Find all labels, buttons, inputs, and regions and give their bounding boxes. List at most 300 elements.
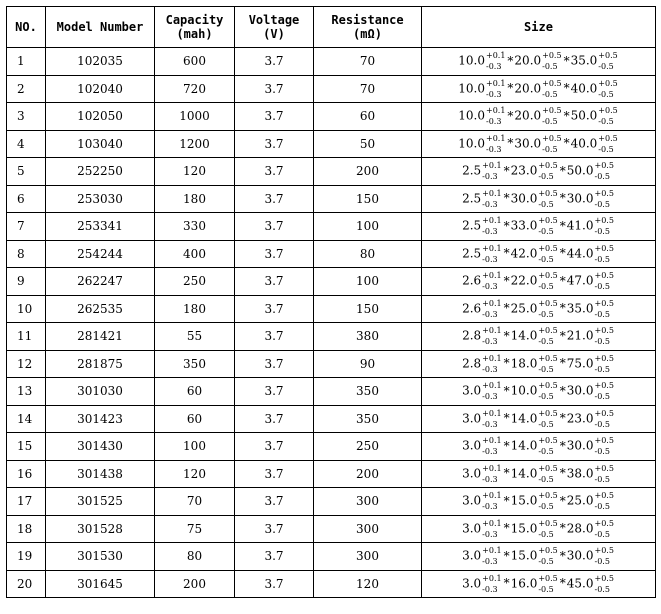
- tolerance-lower: -0.3: [482, 447, 498, 457]
- cell-voltage: 3.7: [235, 295, 314, 323]
- tolerance-lower: -0.5: [594, 419, 610, 429]
- tolerance-upper: +0.5: [598, 51, 618, 61]
- tolerance-upper: +0.1: [482, 216, 502, 226]
- cell-voltage: 3.7: [235, 405, 314, 433]
- cell-resistance: 300: [314, 515, 422, 543]
- size-tolerance: [485, 106, 506, 127]
- tolerance-lower: -0.5: [598, 62, 614, 72]
- size-separator: *: [503, 191, 510, 206]
- size-dimensions: [462, 353, 615, 374]
- table-row: [7, 433, 656, 461]
- cell-no: 11: [7, 323, 46, 351]
- size-separator: *: [503, 466, 510, 481]
- size-separator: *: [503, 576, 510, 591]
- tolerance-upper: +0.5: [598, 78, 618, 88]
- size-value: 21.0: [566, 328, 594, 343]
- tolerance-lower: -0.5: [538, 199, 554, 209]
- size-dimensions: [462, 436, 615, 457]
- cell-model-number: 253341: [46, 213, 155, 241]
- size-value: 14.0: [510, 466, 538, 481]
- tolerance-upper: +0.5: [542, 78, 562, 88]
- cell-size: [422, 515, 656, 543]
- table-row: [7, 48, 656, 76]
- tolerance-upper: +0.1: [482, 161, 502, 171]
- tolerance-upper: +0.1: [482, 326, 502, 336]
- cell-resistance: 120: [314, 570, 422, 598]
- size-value: 30.0: [514, 136, 542, 151]
- tolerance-upper: +0.1: [482, 546, 502, 556]
- header-capacity-unit: (mah): [176, 27, 213, 41]
- size-tolerance: [538, 243, 558, 264]
- size-tolerance: [482, 326, 502, 347]
- cell-no: 8: [7, 240, 46, 268]
- size-tolerance: [538, 436, 558, 457]
- tolerance-lower: -0.5: [594, 172, 610, 182]
- cell-capacity: 1200: [155, 130, 235, 158]
- size-tolerance: [538, 546, 558, 567]
- size-dimensions: [462, 326, 615, 347]
- size-separator: *: [559, 411, 566, 426]
- cell-no: 9: [7, 268, 46, 296]
- cell-capacity: 60: [155, 405, 235, 433]
- tolerance-upper: +0.5: [538, 518, 558, 528]
- size-value: 50.0: [566, 163, 594, 178]
- tolerance-upper: +0.5: [542, 51, 562, 61]
- cell-resistance: 300: [314, 543, 422, 571]
- tolerance-lower: -0.5: [594, 392, 610, 402]
- size-tolerance: [538, 353, 558, 374]
- cell-voltage: 3.7: [235, 130, 314, 158]
- size-dimensions: [458, 133, 618, 154]
- size-tolerance: [594, 271, 614, 292]
- cell-resistance: 80: [314, 240, 422, 268]
- size-dimensions: [462, 573, 615, 594]
- cell-resistance: 50: [314, 130, 422, 158]
- size-tolerance: [594, 243, 614, 264]
- size-tolerance: [594, 463, 614, 484]
- header-model-number: Model Number: [46, 7, 155, 48]
- cell-model-number: 301645: [46, 570, 155, 598]
- tolerance-lower: -0.5: [538, 282, 554, 292]
- cell-size: [422, 378, 656, 406]
- cell-model-number: 103040: [46, 130, 155, 158]
- tolerance-lower: -0.5: [538, 447, 554, 457]
- tolerance-lower: -0.5: [594, 584, 610, 594]
- size-tolerance: [482, 161, 502, 182]
- tolerance-lower: -0.5: [538, 337, 554, 347]
- size-tolerance: [594, 436, 614, 457]
- tolerance-lower: -0.3: [482, 419, 498, 429]
- table-row: [7, 213, 656, 241]
- size-tolerance: [482, 573, 502, 594]
- size-value: 35.0: [570, 53, 598, 68]
- header-resistance-label: Resistance: [331, 13, 404, 27]
- size-dimensions: [462, 271, 615, 292]
- tolerance-upper: +0.1: [482, 188, 502, 198]
- cell-voltage: 3.7: [235, 460, 314, 488]
- cell-voltage: 3.7: [235, 240, 314, 268]
- tolerance-lower: -0.5: [594, 502, 610, 512]
- size-value: 18.0: [510, 356, 538, 371]
- tolerance-lower: -0.5: [594, 227, 610, 237]
- size-value: 22.0: [510, 273, 538, 288]
- cell-no: 12: [7, 350, 46, 378]
- cell-no: 18: [7, 515, 46, 543]
- cell-voltage: 3.7: [235, 350, 314, 378]
- cell-size: [422, 185, 656, 213]
- size-separator: *: [563, 81, 570, 96]
- size-tolerance: [598, 106, 618, 127]
- size-value: 30.0: [566, 438, 594, 453]
- cell-capacity: 200: [155, 570, 235, 598]
- size-value: 42.0: [510, 246, 538, 261]
- tolerance-lower: -0.3: [482, 392, 498, 402]
- size-separator: *: [507, 136, 514, 151]
- size-dimensions: [462, 243, 615, 264]
- cell-capacity: 120: [155, 460, 235, 488]
- header-resistance-unit: (mΩ): [353, 27, 382, 41]
- tolerance-lower: -0.3: [482, 474, 498, 484]
- cell-capacity: 75: [155, 515, 235, 543]
- cell-capacity: 55: [155, 323, 235, 351]
- size-value: 30.0: [566, 383, 594, 398]
- cell-model-number: 102040: [46, 75, 155, 103]
- header-resistance: [314, 7, 422, 48]
- tolerance-upper: +0.5: [594, 188, 614, 198]
- size-separator: *: [503, 163, 510, 178]
- size-separator: *: [559, 521, 566, 536]
- tolerance-upper: +0.5: [594, 436, 614, 446]
- tolerance-lower: -0.5: [538, 419, 554, 429]
- tolerance-lower: -0.3: [485, 144, 502, 154]
- cell-voltage: 3.7: [235, 185, 314, 213]
- tolerance-lower: -0.5: [594, 557, 610, 567]
- cell-resistance: 100: [314, 268, 422, 296]
- size-separator: *: [559, 383, 566, 398]
- size-value: 2.8: [462, 356, 482, 371]
- cell-resistance: 150: [314, 295, 422, 323]
- size-tolerance: [542, 78, 562, 99]
- size-tolerance: [538, 326, 558, 347]
- cell-capacity: 250: [155, 268, 235, 296]
- size-value: 14.0: [510, 411, 538, 426]
- cell-size: [422, 405, 656, 433]
- tolerance-lower: -0.5: [538, 309, 554, 319]
- size-tolerance: [482, 353, 502, 374]
- cell-voltage: 3.7: [235, 268, 314, 296]
- cell-no: 15: [7, 433, 46, 461]
- size-separator: *: [507, 81, 514, 96]
- cell-capacity: 100: [155, 433, 235, 461]
- cell-size: [422, 460, 656, 488]
- size-value: 20.0: [514, 81, 542, 96]
- cell-model-number: 301423: [46, 405, 155, 433]
- size-tolerance: [538, 573, 558, 594]
- tolerance-lower: -0.5: [598, 117, 614, 127]
- size-tolerance: [538, 216, 558, 237]
- tolerance-lower: -0.5: [538, 584, 554, 594]
- size-dimensions: [458, 51, 618, 72]
- tolerance-upper: +0.1: [482, 518, 502, 528]
- size-tolerance: [482, 491, 502, 512]
- cell-size: [422, 543, 656, 571]
- size-value: 15.0: [510, 521, 538, 536]
- size-value: 10.0: [458, 108, 485, 123]
- cell-voltage: 3.7: [235, 570, 314, 598]
- size-tolerance: [482, 188, 502, 209]
- cell-capacity: 400: [155, 240, 235, 268]
- tolerance-lower: -0.5: [538, 529, 554, 539]
- tolerance-upper: +0.1: [485, 106, 506, 116]
- table-header: [7, 7, 656, 48]
- size-separator: *: [559, 328, 566, 343]
- size-tolerance: [542, 106, 562, 127]
- tolerance-lower: -0.5: [538, 364, 554, 374]
- cell-resistance: 250: [314, 433, 422, 461]
- size-tolerance: [538, 408, 558, 429]
- header-capacity: [155, 7, 235, 48]
- size-tolerance: [482, 518, 502, 539]
- tolerance-lower: -0.3: [482, 309, 498, 319]
- table-row: [7, 130, 656, 158]
- tolerance-upper: +0.5: [594, 353, 614, 363]
- size-separator: *: [563, 108, 570, 123]
- tolerance-lower: -0.3: [482, 529, 498, 539]
- size-value: 16.0: [510, 576, 538, 591]
- size-tolerance: [538, 491, 558, 512]
- cell-capacity: 330: [155, 213, 235, 241]
- cell-size: [422, 295, 656, 323]
- cell-capacity: 180: [155, 295, 235, 323]
- cell-size: [422, 103, 656, 131]
- cell-voltage: 3.7: [235, 158, 314, 186]
- size-separator: *: [559, 246, 566, 261]
- cell-model-number: 301430: [46, 433, 155, 461]
- size-separator: *: [559, 438, 566, 453]
- tolerance-lower: -0.5: [594, 447, 610, 457]
- size-value: 2.6: [462, 301, 482, 316]
- size-value: 30.0: [566, 191, 594, 206]
- cell-size: [422, 433, 656, 461]
- cell-voltage: 3.7: [235, 433, 314, 461]
- tolerance-lower: -0.5: [594, 199, 610, 209]
- tolerance-upper: +0.5: [542, 133, 562, 143]
- size-tolerance: [538, 381, 558, 402]
- cell-voltage: 3.7: [235, 103, 314, 131]
- size-value: 30.0: [566, 548, 594, 563]
- size-tolerance: [485, 78, 506, 99]
- tolerance-lower: -0.3: [482, 364, 498, 374]
- size-separator: *: [503, 493, 510, 508]
- cell-resistance: 150: [314, 185, 422, 213]
- table-row: [7, 295, 656, 323]
- size-tolerance: [594, 381, 614, 402]
- size-tolerance: [542, 133, 562, 154]
- cell-capacity: 80: [155, 543, 235, 571]
- tolerance-upper: +0.5: [594, 243, 614, 253]
- table-row: [7, 323, 656, 351]
- tolerance-upper: +0.5: [594, 271, 614, 281]
- size-tolerance: [594, 216, 614, 237]
- size-tolerance: [538, 518, 558, 539]
- cell-no: 17: [7, 488, 46, 516]
- tolerance-upper: +0.5: [594, 326, 614, 336]
- size-value: 50.0: [570, 108, 598, 123]
- cell-size: [422, 323, 656, 351]
- tolerance-lower: -0.5: [538, 227, 554, 237]
- cell-voltage: 3.7: [235, 213, 314, 241]
- header-row: [7, 7, 656, 48]
- cell-voltage: 3.7: [235, 323, 314, 351]
- table-row: [7, 268, 656, 296]
- size-dimensions: [462, 408, 615, 429]
- table-row: [7, 488, 656, 516]
- size-tolerance: [482, 271, 502, 292]
- size-separator: *: [503, 246, 510, 261]
- size-value: 15.0: [510, 548, 538, 563]
- tolerance-upper: +0.1: [482, 271, 502, 281]
- size-separator: *: [563, 136, 570, 151]
- size-value: 33.0: [510, 218, 538, 233]
- size-tolerance: [542, 51, 562, 72]
- tolerance-upper: +0.5: [594, 491, 614, 501]
- cell-model-number: 262247: [46, 268, 155, 296]
- tolerance-upper: +0.5: [594, 298, 614, 308]
- size-value: 35.0: [566, 301, 594, 316]
- size-value: 41.0: [566, 218, 594, 233]
- tolerance-upper: +0.5: [594, 381, 614, 391]
- tolerance-upper: +0.5: [538, 161, 558, 171]
- size-value: 2.6: [462, 273, 482, 288]
- size-separator: *: [559, 466, 566, 481]
- size-tolerance: [594, 353, 614, 374]
- size-tolerance: [594, 298, 614, 319]
- cell-no: 20: [7, 570, 46, 598]
- cell-voltage: 3.7: [235, 543, 314, 571]
- tolerance-lower: -0.5: [538, 502, 554, 512]
- size-value: 25.0: [566, 493, 594, 508]
- tolerance-lower: -0.5: [594, 474, 610, 484]
- tolerance-lower: -0.5: [538, 254, 554, 264]
- size-tolerance: [482, 546, 502, 567]
- size-value: 3.0: [462, 576, 482, 591]
- cell-model-number: 102035: [46, 48, 155, 76]
- cell-size: [422, 75, 656, 103]
- cell-capacity: 720: [155, 75, 235, 103]
- tolerance-lower: -0.3: [485, 89, 502, 99]
- size-value: 38.0: [566, 466, 594, 481]
- cell-size: [422, 130, 656, 158]
- cell-capacity: 180: [155, 185, 235, 213]
- tolerance-upper: +0.5: [538, 463, 558, 473]
- cell-resistance: 90: [314, 350, 422, 378]
- size-value: 3.0: [462, 438, 482, 453]
- size-separator: *: [559, 163, 566, 178]
- tolerance-upper: +0.1: [482, 381, 502, 391]
- cell-size: [422, 240, 656, 268]
- cell-no: 3: [7, 103, 46, 131]
- size-value: 10.0: [458, 136, 485, 151]
- cell-size: [422, 350, 656, 378]
- size-value: 20.0: [514, 53, 542, 68]
- cell-size: [422, 488, 656, 516]
- size-value: 30.0: [510, 191, 538, 206]
- size-separator: *: [507, 53, 514, 68]
- tolerance-lower: -0.3: [482, 502, 498, 512]
- tolerance-upper: +0.1: [482, 573, 502, 583]
- tolerance-upper: +0.5: [594, 573, 614, 583]
- table-row: [7, 350, 656, 378]
- tolerance-upper: +0.5: [538, 436, 558, 446]
- tolerance-upper: +0.5: [538, 326, 558, 336]
- cell-voltage: 3.7: [235, 515, 314, 543]
- size-tolerance: [598, 51, 618, 72]
- tolerance-lower: -0.3: [482, 282, 498, 292]
- cell-capacity: 70: [155, 488, 235, 516]
- size-tolerance: [482, 408, 502, 429]
- size-tolerance: [538, 463, 558, 484]
- tolerance-lower: -0.5: [542, 117, 558, 127]
- table-row: [7, 405, 656, 433]
- size-value: 3.0: [462, 466, 482, 481]
- tolerance-lower: -0.5: [542, 62, 558, 72]
- size-value: 23.0: [510, 163, 538, 178]
- size-value: 2.5: [462, 191, 482, 206]
- size-tolerance: [598, 78, 618, 99]
- cell-resistance: 200: [314, 158, 422, 186]
- cell-model-number: 301438: [46, 460, 155, 488]
- size-value: 45.0: [566, 576, 594, 591]
- size-tolerance: [594, 408, 614, 429]
- size-separator: *: [503, 356, 510, 371]
- tolerance-upper: +0.1: [482, 436, 502, 446]
- size-separator: *: [503, 548, 510, 563]
- tolerance-upper: +0.1: [485, 78, 506, 88]
- size-value: 14.0: [510, 328, 538, 343]
- cell-capacity: 600: [155, 48, 235, 76]
- size-value: 3.0: [462, 521, 482, 536]
- cell-resistance: 60: [314, 103, 422, 131]
- size-separator: *: [503, 218, 510, 233]
- size-tolerance: [485, 51, 506, 72]
- tolerance-upper: +0.1: [482, 491, 502, 501]
- tolerance-upper: +0.1: [482, 353, 502, 363]
- size-tolerance: [485, 133, 506, 154]
- tolerance-lower: -0.3: [482, 172, 498, 182]
- tolerance-lower: -0.5: [542, 89, 558, 99]
- tolerance-lower: -0.3: [482, 227, 498, 237]
- size-dimensions: [458, 106, 618, 127]
- size-value: 14.0: [510, 438, 538, 453]
- tolerance-upper: +0.5: [598, 106, 618, 116]
- size-value: 2.5: [462, 246, 482, 261]
- size-separator: *: [559, 191, 566, 206]
- size-tolerance: [594, 161, 614, 182]
- size-tolerance: [482, 298, 502, 319]
- tolerance-upper: +0.5: [538, 491, 558, 501]
- cell-model-number: 102050: [46, 103, 155, 131]
- size-value: 15.0: [510, 493, 538, 508]
- tolerance-lower: -0.5: [594, 309, 610, 319]
- header-size: Size: [422, 7, 656, 48]
- tolerance-upper: +0.5: [538, 243, 558, 253]
- tolerance-upper: +0.5: [538, 546, 558, 556]
- size-dimensions: [462, 518, 615, 539]
- cell-no: 1: [7, 48, 46, 76]
- size-value: 10.0: [510, 383, 538, 398]
- tolerance-upper: +0.1: [482, 463, 502, 473]
- cell-model-number: 254244: [46, 240, 155, 268]
